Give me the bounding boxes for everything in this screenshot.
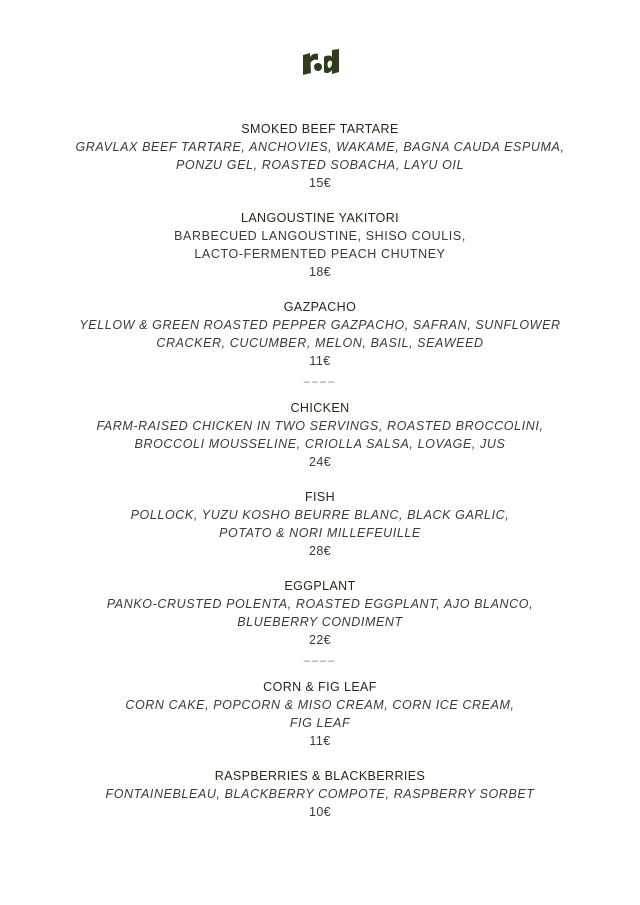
dish-price: 15€ <box>308 176 332 190</box>
dish-description: BLUEBERRY CONDIMENT <box>237 615 403 629</box>
dish-price: 11€ <box>309 734 331 748</box>
dish-description: BROCCOLI MOUSSELINE, CRIOLLA SALSA, LOVAGE, JUS <box>134 437 506 451</box>
menu-item <box>0 399 640 471</box>
dish-description: GRAVLAX BEEF TARTARE, ANCHOVIES, WAKAME, BAGNA CAUDA ESPUMA, <box>75 140 565 154</box>
dish-title: CHICKEN <box>290 401 350 415</box>
dish-description: CRACKER, CUCUMBER, MELON, BASIL, SEAWEED <box>156 336 484 350</box>
dish-title: EGGPLANT <box>284 579 356 593</box>
dish-title: RASPBERRIES & BLACKBERRIES <box>214 769 426 783</box>
dish-description: LACTO-FERMENTED PEACH CHUTNEY <box>194 247 446 261</box>
dish-title: CORN & FIG LEAF <box>263 680 377 694</box>
section-divider: –––– <box>303 376 337 388</box>
dish-title: FISH <box>304 490 336 504</box>
dish-title: SMOKED BEEF TARTARE <box>241 122 399 136</box>
menu-section <box>0 120 640 389</box>
section-divider: –––– <box>303 655 337 667</box>
menu-section <box>0 399 640 668</box>
menu-item <box>0 298 640 370</box>
dish-description: FARM-RAISED CHICKEN IN TWO SERVINGS, ROASTED BROCCOLINI, <box>96 419 544 433</box>
menu-item <box>0 767 640 821</box>
dish-price: 11€ <box>309 354 331 368</box>
dish-description: PANKO-CRUSTED POLENTA, ROASTED EGGPLANT, AJO BLANCO, <box>106 597 534 611</box>
menu-item <box>0 678 640 750</box>
dish-description: POLLOCK, YUZU KOSHO BEURRE BLANC, BLACK GARLIC, <box>130 508 510 522</box>
dish-description: FIG LEAF <box>289 716 351 730</box>
menu-section <box>0 678 640 821</box>
dish-description: BARBECUED LANGOUSTINE, SHISO COULIS, <box>174 229 466 243</box>
dish-price: 18€ <box>308 265 332 279</box>
dish-title: GAZPACHO <box>283 300 357 314</box>
dish-description: FONTAINEBLEAU, BLACKBERRY COMPOTE, RASPBERRY SORBET <box>105 787 535 801</box>
dish-description: CORN CAKE, POPCORN & MISO CREAM, CORN ICE CREAM, <box>125 698 515 712</box>
menu-item <box>0 488 640 560</box>
dish-description: YELLOW & GREEN ROASTED PEPPER GAZPACHO, SAFRAN, SUNFLOWER <box>79 318 561 332</box>
menu-item <box>0 120 640 192</box>
menu-item <box>0 209 640 281</box>
menu-item <box>0 577 640 649</box>
dish-price: 24€ <box>308 455 332 469</box>
menu <box>0 120 640 821</box>
rd-monogram-logo <box>302 49 340 77</box>
dish-price: 22€ <box>308 633 332 647</box>
dish-description: POTATO & NORI MILLEFEUILLE <box>219 526 421 540</box>
dish-description: PONZU GEL, ROASTED SOBACHA, LAYU OIL <box>175 158 465 172</box>
dish-price: 28€ <box>308 544 332 558</box>
dish-title: LANGOUSTINE YAKITORI <box>240 211 400 225</box>
dish-price: 10€ <box>308 805 332 819</box>
